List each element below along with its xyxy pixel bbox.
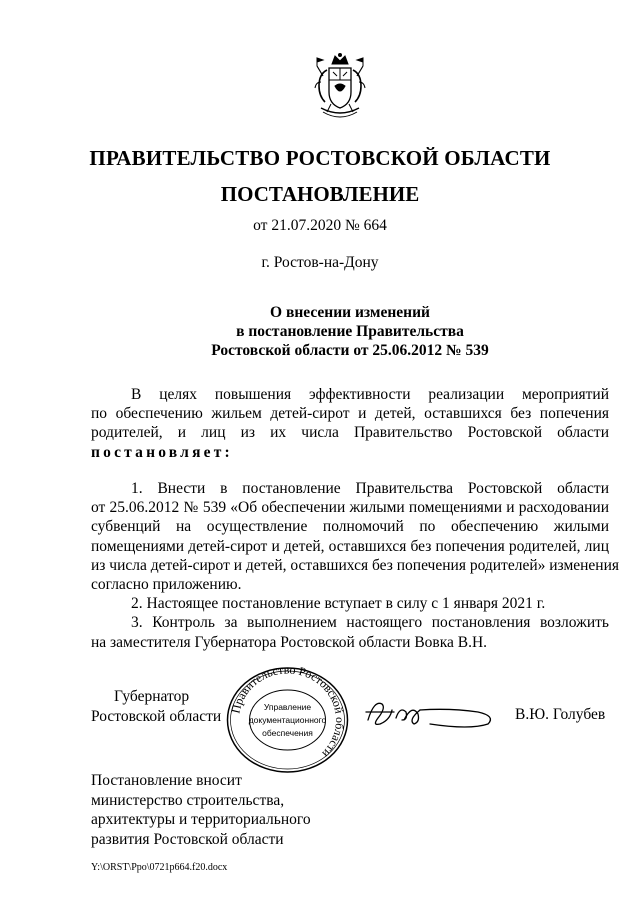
introduced-by-block bbox=[91, 771, 311, 849]
item-1-line: от 25.06.2012 № 539 «Об обеспечении жилыми помещениями и расходовании bbox=[91, 499, 609, 517]
signer-position bbox=[91, 687, 221, 726]
government-title: ПРАВИТЕЛЬСТВО РОСТОВСКОЙ ОБЛАСТИ bbox=[89, 146, 551, 170]
signer-position-line: Ростовской области bbox=[91, 707, 222, 725]
item-1-line: 1. Внести в постановление Правительства Ростовской области bbox=[131, 480, 609, 497]
item-1-line: помещениями детей-сирот и детей, оставшихся без попечения родителей, лиц bbox=[91, 537, 609, 555]
subject-line: О внесении изменений bbox=[270, 304, 430, 321]
stamp-center-line: обеспечения bbox=[262, 728, 313, 738]
official-stamp bbox=[220, 665, 355, 775]
svg-text:Правительство Ростовской облас bbox=[228, 665, 347, 761]
introduced-by-line: министерство строительства, bbox=[91, 791, 285, 809]
subject-line: в постановление Правительства bbox=[236, 323, 464, 340]
resolution-items bbox=[91, 479, 620, 652]
paragraph-line: родителей, и лиц из их числа Правительство Ростовской области bbox=[91, 424, 609, 442]
document-type: ПОСТАНОВЛЕНИЕ bbox=[220, 182, 420, 206]
handwritten-signature bbox=[360, 690, 505, 735]
coat-of-arms-icon bbox=[313, 52, 367, 124]
preamble-paragraph bbox=[91, 385, 609, 462]
paragraph-line: В целях повышения эффективности реализации мероприятий bbox=[131, 386, 609, 403]
item-1-line: из числа детей-сирот и детей, оставшихся без попечения родителей» изменения bbox=[91, 556, 620, 574]
subject-line: Ростовской области от 25.06.2012 № 539 bbox=[211, 342, 489, 359]
resolves-keyword: постановляет: bbox=[91, 443, 233, 461]
item-1-line: согласно приложению. bbox=[91, 575, 242, 593]
stamp-center-line: Управление bbox=[263, 702, 312, 712]
introduced-by-line: архитектуры и территориального bbox=[91, 811, 311, 828]
signer-name: В.Ю. Голубев bbox=[515, 706, 606, 723]
signer-position-line: Губернатор bbox=[114, 688, 190, 705]
document-subject bbox=[0, 303, 640, 360]
introduced-by-line: развития Ростовской области bbox=[91, 830, 284, 848]
item-3-line: на заместителя Губернатора Ростовской области Вовка В.Н. bbox=[91, 633, 488, 651]
item-1-line: субвенций на осуществление полномочий по обеспечению жилыми bbox=[91, 518, 609, 536]
file-path: Y:\ORST\Ppo\0721p664.f20.docx bbox=[91, 862, 228, 873]
stamp-center-line: документационного bbox=[248, 715, 327, 725]
item-3-line: 3. Контроль за выполнением настоящего постановления возложить bbox=[131, 614, 609, 632]
document-date-number: от 21.07.2020 № 664 bbox=[253, 217, 387, 234]
document-city: г. Ростов-на-Дону bbox=[261, 254, 379, 271]
paragraph-line: по обеспечению жильем детей-сирот и детей, оставшихся без попечения bbox=[91, 405, 609, 423]
stamp-ring-text: Правительство Ростовской области bbox=[228, 665, 348, 761]
introduced-by-line: Постановление вносит bbox=[91, 772, 242, 789]
item-2-line: 2. Настоящее постановление вступает в силу с 1 января 2021 г. bbox=[131, 595, 546, 613]
